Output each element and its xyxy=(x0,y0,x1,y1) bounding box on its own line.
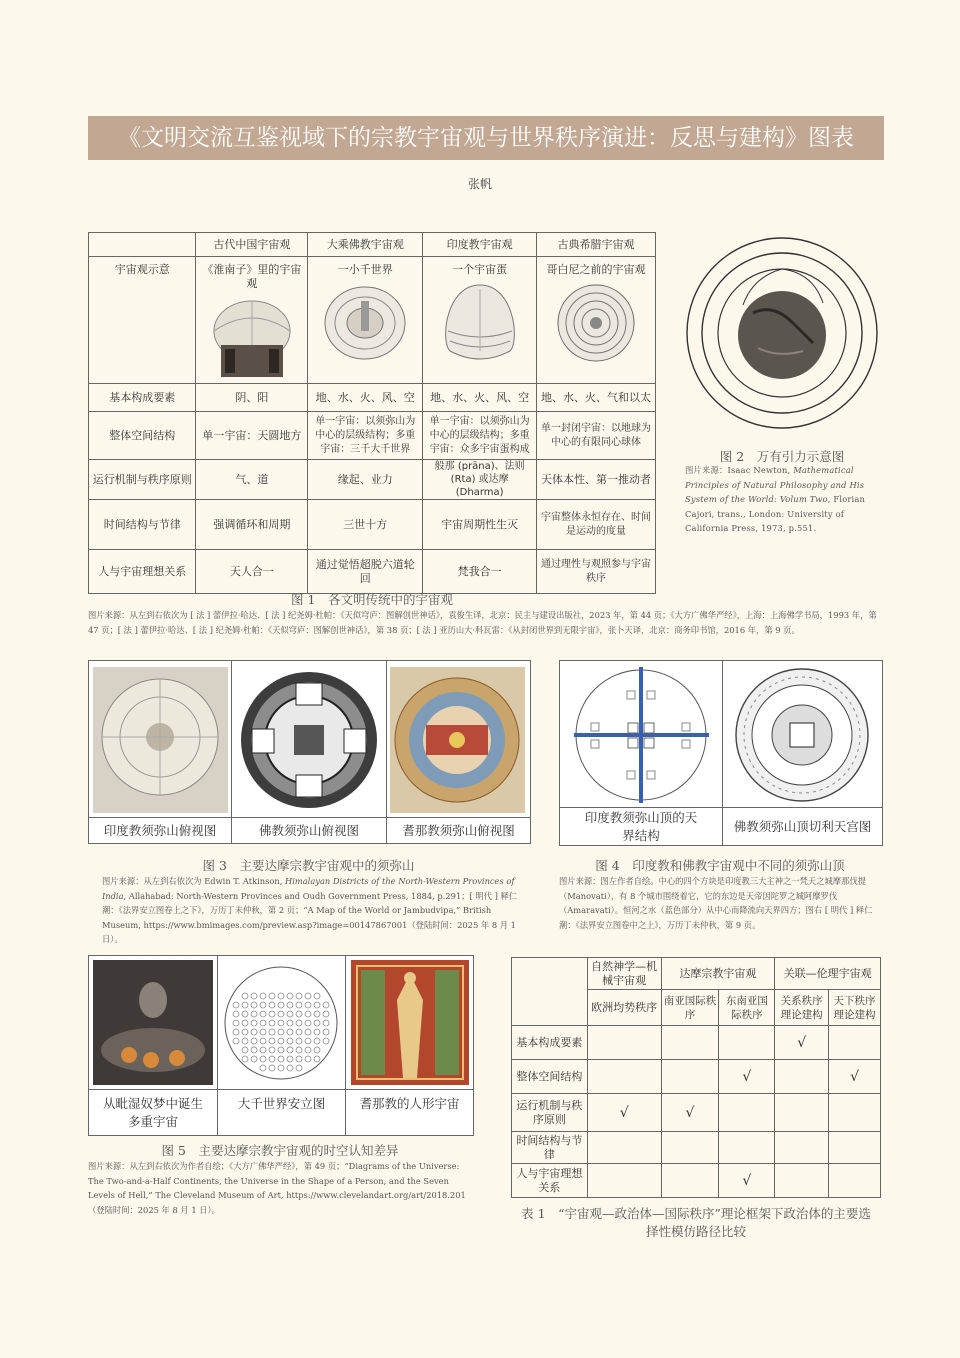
row-label: 整体空间结构 xyxy=(512,1060,588,1094)
label-jain-meru: 耆那教须弥山俯视图 xyxy=(402,822,515,838)
table-cell: 通过理性与观照参与宇宙秩序 xyxy=(537,550,656,594)
header-buddhist: 大乘佛教宇宙观 xyxy=(308,233,423,257)
row-label: 时间结构与节律 xyxy=(512,1132,588,1164)
label-vishnu-dream: 从毗湿奴梦中诞生多重宇宙 xyxy=(103,1095,204,1129)
row-label: 运行机制与秩序原则 xyxy=(89,460,196,500)
illustration-caption: 哥白尼之前的宇宙观 xyxy=(546,263,646,276)
check-cell xyxy=(775,1094,829,1132)
subheader: 欧洲均势秩序 xyxy=(587,990,661,1026)
check-cell xyxy=(775,1060,829,1094)
check-cell xyxy=(587,1164,661,1198)
table-row xyxy=(512,1026,881,1060)
figure-2-source xyxy=(685,463,877,536)
table-cell: 单一宇宙：以须弥山为中心的层级结构；多重宇宙：众多宇宙蛋构成 xyxy=(423,412,537,460)
check-cell xyxy=(587,1060,661,1094)
subheader: 东南亚国际秩序 xyxy=(719,990,775,1026)
subheader: 天下秩序理论建构 xyxy=(829,990,881,1026)
buddhist-summit-illustration xyxy=(726,665,878,805)
chiliocosm-image xyxy=(222,960,340,1085)
row-label: 运行机制与秩序原则 xyxy=(512,1094,588,1132)
figure-2-caption: 图 2 万有引力示意图 xyxy=(719,449,845,464)
check-cell xyxy=(829,1164,881,1198)
cell-illustration xyxy=(196,257,308,384)
label-chiliocosm: 大千世界安立图 xyxy=(237,1096,326,1111)
corner-cell xyxy=(89,233,196,257)
hindu-summit-diagram xyxy=(564,665,719,805)
chinese-cosmos-illustration xyxy=(209,295,295,379)
table-cell: 地、水、火、风、空 xyxy=(423,384,537,412)
table-1 xyxy=(511,957,881,1198)
hindu-meru-summit-image xyxy=(564,665,719,805)
subheader: 南亚国际秩序 xyxy=(661,990,719,1026)
cell-illustration xyxy=(308,257,423,384)
row-label: 人与宇宙理想关系 xyxy=(89,550,196,594)
table-cell: 地、水、火、风、空 xyxy=(308,384,423,412)
check-cell xyxy=(719,1026,775,1060)
cell-illustration xyxy=(537,257,656,384)
corner-cell xyxy=(512,958,588,1026)
geocentric-spheres-illustration xyxy=(552,281,640,365)
table-cell: 强调循环和周期 xyxy=(196,500,308,550)
jain-cosmic-man-illustration xyxy=(351,960,469,1085)
illustration-caption: 《淮南子》里的宇宙观 xyxy=(202,263,302,290)
figure-5-panel xyxy=(88,955,474,1136)
check-cell xyxy=(661,1026,719,1060)
check-cell xyxy=(661,1060,719,1094)
figure-3-source xyxy=(102,874,518,947)
source-title: Mathematical Principles of Natural Philosophy and His System of the World: Volum Two xyxy=(685,465,865,504)
buddhist-world-illustration xyxy=(321,281,409,365)
vishnu-dream-illustration xyxy=(93,960,213,1085)
row-label: 基本构成要素 xyxy=(89,384,196,412)
check-cell: √ xyxy=(719,1060,775,1094)
table-cell: 宇宙整体永恒存在、时间是运动的度量 xyxy=(537,500,656,550)
table-cell: 气、道 xyxy=(196,460,308,500)
jain-meru-illustration xyxy=(390,667,525,813)
table-cell: 宇宙周期性生灭 xyxy=(423,500,537,550)
figure-4-source: 图片来源：图左作者自绘。中心的四个方块是印度教三大主神之一梵天之城摩那伐提（Manovati），有 8 个城市围绕着它，它的东边是天帝因陀罗之城阿摩罗伐（Amaravati）。恒河之水（蓝色部分）从中心而降流向天界四方；图右 [ 明代 ] 释仁潮：《法界安立图卷中之上》，万历丁未仲秋，第 9 页。 xyxy=(559,876,873,930)
row-label: 宇宙观示意 xyxy=(89,257,196,384)
page-title: 《文明交流互鉴视域下的宗教宇宙观与世界秩序演进：反思与建构》图表 xyxy=(88,116,884,160)
figure-5-caption: 图 5 主要达摩宗教宇宙观的时空认知差异 xyxy=(161,1143,399,1158)
table-row xyxy=(512,1132,881,1164)
check-cell xyxy=(661,1132,719,1164)
row-label: 人与宇宙理想关系 xyxy=(512,1164,588,1198)
table-cell: 地、水、火、气和以太 xyxy=(537,384,656,412)
table-cell: 单一宇宙：天圆地方 xyxy=(196,412,308,460)
check-cell xyxy=(719,1132,775,1164)
table-cell: 通过觉悟超脱六道轮回 xyxy=(308,550,423,594)
divider xyxy=(231,661,232,843)
source-title: Himalayan Districts of the North-Western Provinces of India xyxy=(102,876,515,901)
table-cell: 缘起、业力 xyxy=(308,460,423,500)
table-row xyxy=(512,1164,881,1198)
table-cell: 梵我合一 xyxy=(423,550,537,594)
figure-3-caption: 图 3 主要达摩宗教宇宙观中的须弥山 xyxy=(202,858,415,873)
buddhist-trayastrimsa-image xyxy=(726,665,878,805)
table-row xyxy=(512,1094,881,1132)
check-cell: √ xyxy=(719,1164,775,1198)
check-cell xyxy=(661,1164,719,1198)
vishnu-dream-image xyxy=(93,960,213,1085)
caption-line: 择性模仿路径比较 xyxy=(645,1224,746,1239)
check-cell xyxy=(719,1094,775,1132)
check-cell: √ xyxy=(661,1094,719,1132)
chiliocosm-illustration xyxy=(222,960,340,1085)
figure-5-source: 图片来源：从左到右依次为作者自绘；《大方广佛华严经》，第 49 页；“Diagrams of the Universe: The Two-and-a-Half Continents, the Universe in the Shape of a Person, and the Seven Levels of Hell,” The Cleveland Museum of Art, https://www.clevelandart.org/art/2018.201（登陆时间：2025 年 8 月 1 日）。 xyxy=(88,1161,466,1215)
check-cell xyxy=(587,1132,661,1164)
figure-1-source: 图片来源：从左到右依次为 [ 法 ] 蕾伊拉·哈达、[ 法 ] 纪尧姆·杜帕：《天似穹庐：图解创世神话》，袁俊生译，北京：民主与建设出版社，2023 年，第 44 页；《大方广佛华严经》，上海：上海佛学书局，1993 年，第 47 页；[ 法 ] 蕾伊拉·哈达、[ 法 ] 纪尧姆·杜帕：《天似穹庐：图解创世神话》，第 38 页；[ 法 ] 亚历山大·科瓦雷：《从封闭世界到无限宇宙》，张卜天译，北京：商务印书馆，2016 年，第 9 页。 xyxy=(88,610,877,635)
gravitation-diagram xyxy=(683,233,881,429)
row-label: 整体空间结构 xyxy=(89,412,196,460)
row-label: 基本构成要素 xyxy=(512,1026,588,1060)
figure-4-panel xyxy=(559,660,883,846)
row-label: 时间结构与节律 xyxy=(89,500,196,550)
header-chinese: 古代中国宇宙观 xyxy=(196,233,308,257)
divider xyxy=(386,661,387,843)
hindu-meru-image xyxy=(93,667,228,813)
figure-4-caption: 图 4 印度教和佛教宇宙观中不同的须弥山顶 xyxy=(595,858,845,873)
figure-1-table xyxy=(88,232,656,594)
table-cell: 天人合一 xyxy=(196,550,308,594)
subheader: 关系秩序理论建构 xyxy=(775,990,829,1026)
table-row xyxy=(512,1060,881,1094)
label-hindu-meru: 印度教须弥山俯视图 xyxy=(103,822,217,838)
jain-cosmic-man-image xyxy=(351,960,469,1085)
table-cell: 阴、阳 xyxy=(196,384,308,412)
source-text: , Florian Cajori, trans., London: University of California Press, 1973, p.551. xyxy=(685,494,866,533)
figure-3-panel xyxy=(88,660,531,844)
check-cell xyxy=(775,1164,829,1198)
header-hindu: 印度教宇宙观 xyxy=(423,233,537,257)
check-cell xyxy=(587,1026,661,1060)
illustration-caption: 一小千世界 xyxy=(337,263,393,276)
table-1-caption xyxy=(511,1205,881,1241)
group-header: 自然神学—机械宇宙观 xyxy=(587,958,661,990)
source-text: 图片来源：从左到右依次为 Edwin T. Atkinson, xyxy=(102,876,285,886)
header-greek: 古典希腊宇宙观 xyxy=(537,233,656,257)
table-cell: 单一宇宙：以须弥山为中心的层级结构；多重宇宙：三千大千世界 xyxy=(308,412,423,460)
label-hindu-summit: 印度教须弥山顶的天界结构 xyxy=(584,809,698,843)
label-buddhist-summit: 佛教须弥山顶切利天宫图 xyxy=(733,818,872,834)
check-cell xyxy=(829,1094,881,1132)
check-cell xyxy=(829,1132,881,1164)
check-cell: √ xyxy=(829,1060,881,1094)
illustration-caption: 一个宇宙蛋 xyxy=(452,263,508,276)
label-jain-cosmic-man: 耆那教的人形宇宙 xyxy=(359,1096,460,1111)
check-cell xyxy=(829,1026,881,1060)
table-cell: 般那 (prāna)、法则 (Rta) 或达摩 (Dharma) xyxy=(423,460,537,500)
jain-meru-image xyxy=(390,667,525,813)
group-header: 关联—伦理宇宙观 xyxy=(775,958,881,990)
check-cell xyxy=(775,1132,829,1164)
hindu-meru-illustration xyxy=(93,667,228,813)
table-cell: 天体本性、第一推动者 xyxy=(537,460,656,500)
cell-illustration xyxy=(423,257,537,384)
group-header: 达摩宗教宇宙观 xyxy=(661,958,775,990)
check-cell: √ xyxy=(775,1026,829,1060)
figure-1-caption: 图 1 各文明传统中的宇宙观 xyxy=(291,592,453,607)
cosmic-egg-illustration xyxy=(436,281,524,365)
check-cell: √ xyxy=(587,1094,661,1132)
source-text: , Allahabad: North-Western Provinces and Oudh Government Press, 1884, p.291；[ 明代 ] 释仁潮：《法界安立图卷上之下》，万历丁未仲秋，第 2 页；“A Map of the World or Jambudvipa,” British Museum, https://www.bmimages.com/preview.asp?image=00147867001（登陆时间：2025 年 8 月 1 日）。 xyxy=(102,890,518,944)
source-text: 图片来源：Isaac Newton, xyxy=(685,465,794,475)
table-cell: 单一封闭宇宙：以地球为中心的有限同心球体 xyxy=(537,412,656,460)
label-buddhist-meru: 佛教须弥山俯视图 xyxy=(258,822,359,838)
buddhist-meru-illustration xyxy=(236,667,382,813)
table-cell: 三世十方 xyxy=(308,500,423,550)
figure-2-image xyxy=(683,233,881,429)
buddhist-meru-image xyxy=(236,667,382,813)
author: 张帆 xyxy=(467,177,492,191)
caption-line: 表 1 “宇宙观—政治体—国际秩序”理论框架下政治体的主要选 xyxy=(521,1206,871,1221)
